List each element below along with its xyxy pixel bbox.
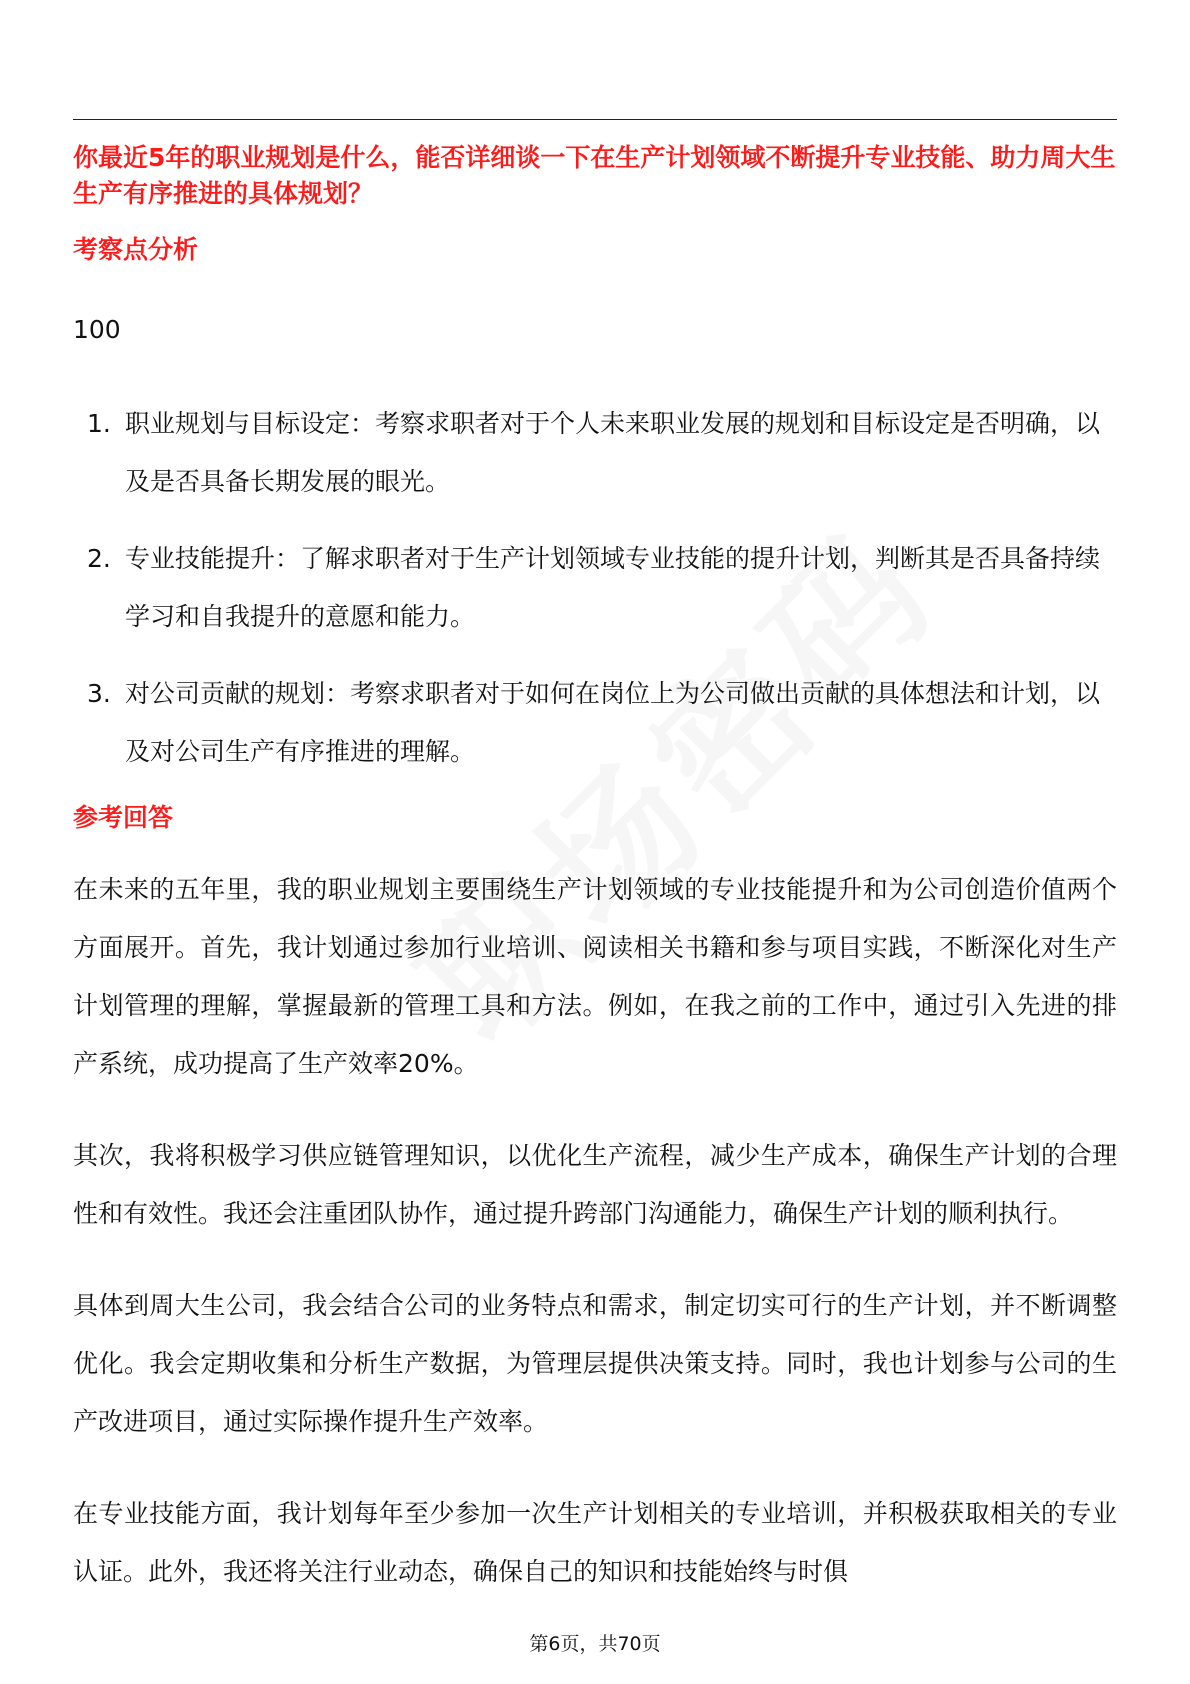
point-number: 1. xyxy=(87,409,111,438)
point-text: 专业技能提升：了解求职者对于生产计划领域专业技能的提升计划，判断其是否具备持续学习和自我提升的意愿和能力。 xyxy=(125,544,1101,631)
answer-paragraph: 具体到周大生公司，我会结合公司的业务特点和需求，制定切实可行的生产计划，并不断调整优化。我会定期收集和分析生产数据，为管理层提供决策支持。同时，我也计划参与公司的生产改进项目，通过实际操作提升生产效率。 xyxy=(73,1291,1117,1436)
answer-paragraph: 在专业技能方面，我计划每年至少参加一次生产计划相关的专业培训，并积极获取相关的专业认证。此外，我还将关注行业动态，确保自己的知识和技能始终与时俱 xyxy=(73,1499,1117,1586)
answer-paragraph: 其次，我将积极学习供应链管理知识，以优化生产流程，减少生产成本，确保生产计划的合理性和有效性。我还会注重团队协作，通过提升跨部门沟通能力，确保生产计划的顺利执行。 xyxy=(73,1141,1117,1228)
header-divider xyxy=(73,119,1117,120)
point-text: 对公司贡献的规划：考察求职者对于如何在岗位上为公司做出贡献的具体想法和计划，以及对公司生产有序推进的理解。 xyxy=(125,679,1101,766)
analysis-points-list xyxy=(73,395,1117,781)
page-number: 第6页，共70页 xyxy=(529,1633,661,1655)
point-number: 2. xyxy=(87,544,111,573)
point-number: 3. xyxy=(87,679,111,708)
analysis-heading: 考察点分析 xyxy=(73,235,199,264)
point-text: 职业规划与目标设定：考察求职者对于个人未来职业发展的规划和目标设定是否明确，以及是否具备长期发展的眼光。 xyxy=(125,409,1101,496)
answer-paragraph: 在未来的五年里，我的职业规划主要围绕生产计划领域的专业技能提升和为公司创造价值两个方面展开。首先，我计划通过参加行业培训、阅读相关书籍和参与项目实践，不断深化对生产计划管理的理解，掌握最新的管理工具和方法。例如，在我之前的工作中，通过引入先进的排产系统，成功提高了生产效率20%。 xyxy=(73,875,1117,1078)
question-title: 你最近5年的职业规划是什么，能否详细谈一下在生产计划领域不断提升专业技能、助力周大生生产有序推进的具体规划？ xyxy=(73,143,1116,208)
page-content xyxy=(73,140,1117,1601)
score-value: 100 xyxy=(73,315,121,344)
analysis-point xyxy=(73,530,1117,646)
answer-heading: 参考回答 xyxy=(73,803,174,832)
analysis-point xyxy=(73,665,1117,781)
analysis-point xyxy=(73,395,1117,511)
